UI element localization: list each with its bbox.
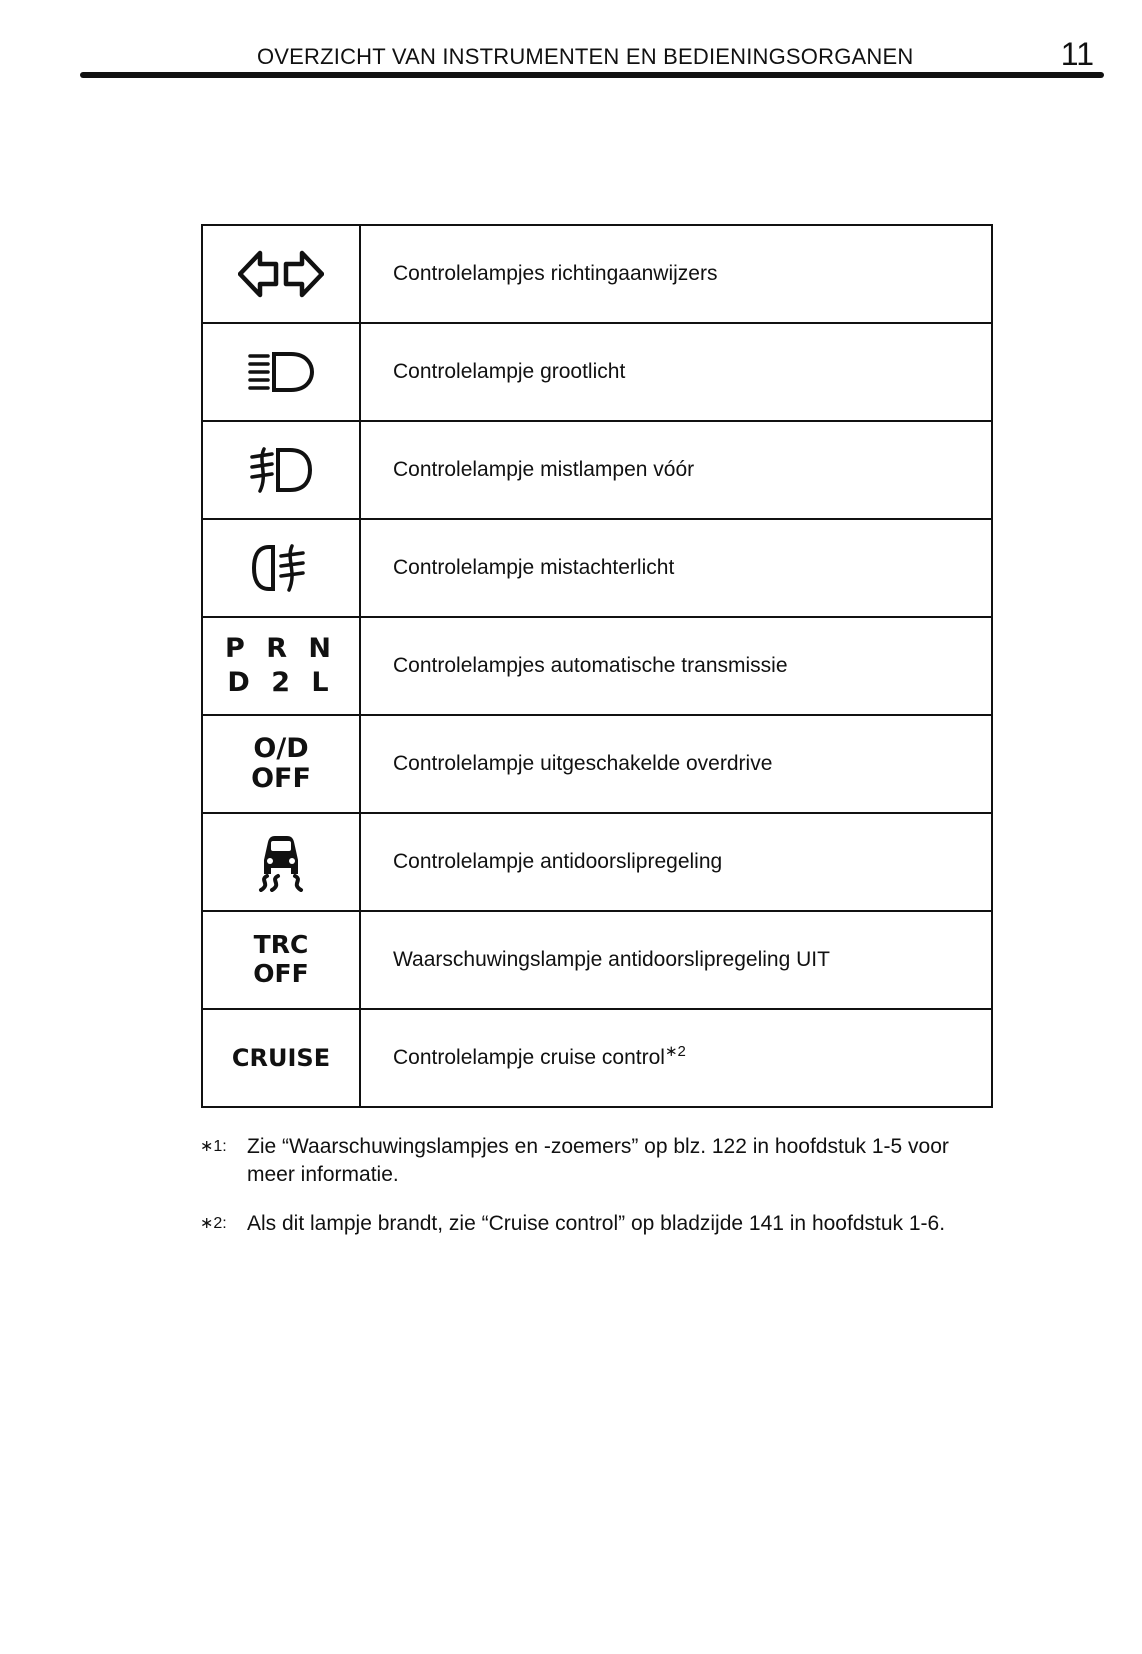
footnote-text: Zie “Waarschuwingslampjes en -zoemers” op blz. 122 in hoofdstuk 1-5 voor meer informatie.	[247, 1135, 949, 1186]
symbol-line: OFF	[251, 763, 311, 794]
table-row	[202, 225, 992, 323]
table-row	[202, 1009, 992, 1107]
slip-indicator-icon	[254, 832, 308, 892]
icon-cell	[202, 323, 360, 421]
table-row	[202, 911, 992, 1009]
row-description: Controlelampjes automatische transmissie	[360, 617, 992, 715]
table-row	[202, 421, 992, 519]
symbol-line: TRC	[253, 930, 309, 960]
high-beam-icon	[246, 350, 316, 394]
row-description: Controlelampje uitgeschakelde overdrive	[360, 715, 992, 813]
row-description-text: Controlelampje cruise control	[393, 1046, 665, 1069]
header-rule	[80, 72, 1104, 78]
header-title: OVERZICHT VAN INSTRUMENTEN EN BEDIENINGSORGANEN	[257, 44, 914, 69]
table-row	[202, 617, 992, 715]
icon-cell	[202, 911, 360, 1009]
turn-signal-arrows-icon	[238, 249, 324, 299]
icon-cell	[202, 813, 360, 911]
symbol-line: D 2 L	[227, 667, 335, 698]
row-description	[360, 1009, 992, 1107]
row-description: Controlelampjes richtingaanwijzers	[360, 225, 992, 323]
icon-cell	[202, 421, 360, 519]
table-row	[202, 519, 992, 617]
row-description: Controlelampje grootlicht	[360, 323, 992, 421]
icon-cell	[202, 1009, 360, 1107]
footnote-2	[200, 1210, 1000, 1238]
footnote-mark: ∗2:	[200, 1215, 227, 1232]
table-row	[202, 323, 992, 421]
row-description: Waarschuwingslampje antidoorslipregeling UIT	[360, 911, 992, 1009]
symbol-line: O/D	[253, 733, 309, 765]
footnote-ref: ∗2	[664, 1043, 686, 1060]
gear-positions-icon	[225, 632, 337, 700]
footnote-text: Als dit lampje brandt, zie “Cruise control” op bladzijde 141 in hoofdstuk 1-6.	[247, 1212, 946, 1235]
cruise-icon: CRUISE	[231, 1043, 331, 1072]
row-description: Controlelampje mistachterlicht	[360, 519, 992, 617]
footnote-mark: ∗1:	[200, 1138, 227, 1155]
page-number: 11	[1060, 36, 1094, 72]
row-description: Controlelampje mistlampen vóór	[360, 421, 992, 519]
row-description: Controlelampje antidoorslipregeling	[360, 813, 992, 911]
rear-fog-lamp-icon	[251, 542, 311, 594]
symbol-line: P R N	[225, 633, 337, 665]
indicator-table	[201, 224, 993, 1108]
od-off-icon	[251, 734, 311, 793]
front-fog-lamp-icon	[248, 445, 314, 495]
table-row	[202, 813, 992, 911]
icon-cell	[202, 715, 360, 813]
icon-cell	[202, 617, 360, 715]
table-row	[202, 715, 992, 813]
icon-cell	[202, 225, 360, 323]
footnote-1	[200, 1133, 1000, 1189]
icon-cell	[202, 519, 360, 617]
symbol-line: OFF	[253, 959, 309, 988]
trc-off-icon	[253, 931, 308, 989]
